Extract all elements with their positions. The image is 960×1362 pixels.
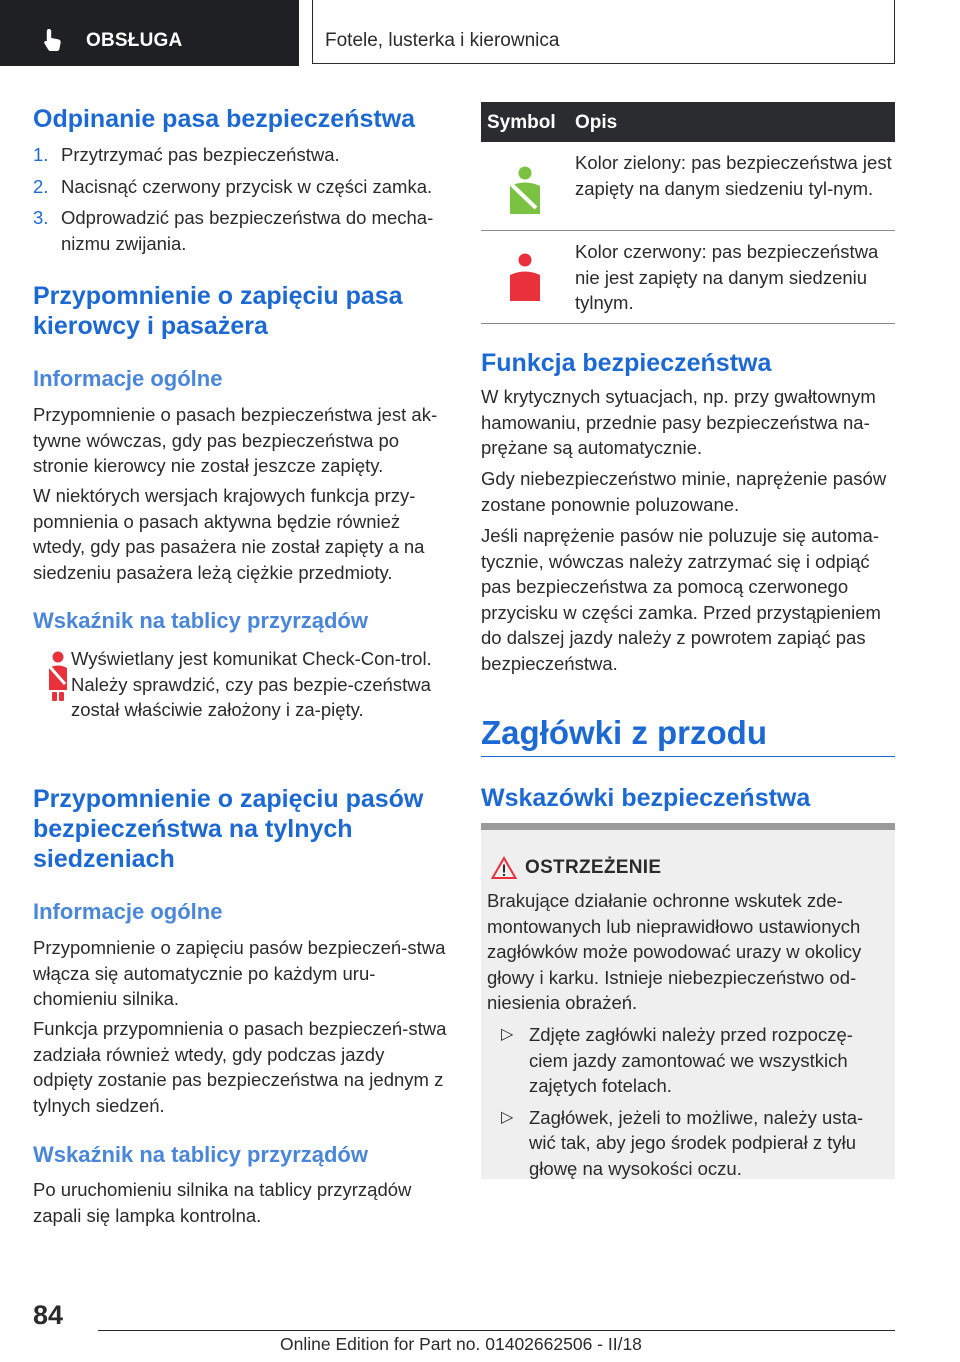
footer-edition: Online Edition for Part no. 01402662506 - II/18 xyxy=(280,1334,642,1354)
paragraph: W niektórych wersjach krajowych funkcja przy-pomnienia o pasach aktywna będzie również wtedy, gdy pas pasażera nie został zapięty a na siedzeniu pasażera leżą ciężkie przedmioty. xyxy=(33,485,425,583)
footer-divider xyxy=(98,1330,895,1331)
table-row xyxy=(481,231,895,324)
col-description: Opis xyxy=(575,112,618,133)
chapter-box xyxy=(312,0,895,64)
section-title: OBSŁUGA xyxy=(86,30,183,51)
list-item: ▷ Zagłówek, jeżeli to możliwe, należy usta-wić tak, aby jego środek podpierał z tyłu głowę na wysokości oczu. xyxy=(501,1106,864,1179)
unbuckle-steps xyxy=(33,142,448,262)
warning-triangle-icon xyxy=(491,856,517,880)
heading-general-info: Informacje ogólne xyxy=(33,899,223,924)
table-header xyxy=(481,102,895,142)
symbol-description: Kolor zielony: pas bezpieczeństwa jest zapięty na danym siedzeniu tyl-nym. xyxy=(575,152,892,199)
heading-rear-reminder: Przypomnienie o zapięciu pasów bezpieczeństwa na tylnych siedzeniach xyxy=(33,785,424,873)
list-item: 2. Nacisnąć czerwony przycisk w części zamka. xyxy=(33,175,433,197)
table-row xyxy=(481,142,895,231)
paragraph: Jeśli naprężenie pasów nie poluzuje się automa-tycznie, wówczas należy zatrzymać się i odpiąć pas bezpieczeństwa za pomocą czerwonego przycisku w części zamka. Przed przystąpieniem do dalszej jazdy należy z powrotem zapiąć pas bezpieczeństwa. xyxy=(481,525,881,674)
heading-front-headrests: Zagłówki z przodu xyxy=(481,712,895,757)
heading-general-info: Informacje ogólne xyxy=(33,366,223,391)
warning-bullets xyxy=(487,1022,889,1187)
heading-safety-function: Funkcja bezpieczeństwa xyxy=(481,349,772,377)
paragraph: W krytycznych sytuacjach, np. przy gwałtownym hamowaniu, przednie pasy bezpieczeństwa na-prężane są automatycznie. xyxy=(481,386,876,458)
heading-unbuckle: Odpinanie pasa bezpieczeństwa xyxy=(33,105,416,133)
heading-driver-reminder: Przypomnienie o zapięciu pasa kierowcy i pasażera xyxy=(33,282,403,340)
paragraph-indicator: Wyświetlany jest komunikat Check-Con-trol. Należy sprawdzić, czy pas bezpie-czeństwa został właściwie założony i za-pięty. xyxy=(71,648,432,720)
chapter-title: Fotele, lusterka i kierownica xyxy=(325,30,560,51)
symbol-description: Kolor czerwony: pas bezpieczeństwa nie jest zapięty na danym siedzeniu tylnym. xyxy=(575,241,879,313)
list-item: 3. Odprowadzić pas bezpieczeństwa do mecha-nizmu zwijania. xyxy=(33,207,434,254)
symbol-table xyxy=(481,102,895,324)
list-item: ▷ Zdjęte zagłówki należy przed rozpoczę-ciem jazdy zamontować we wszystkich zajętych fotelach. xyxy=(501,1024,853,1096)
section-tab xyxy=(0,0,299,66)
warning-text: Brakujące działanie ochronne wskutek zde-montowanych lub nieprawidłowo ustawionych zagłówków może powodować urazy w okolicy głowy i karku. Istnieje niebezpieczeństwo od-niesienia obrażeń. xyxy=(487,890,862,1013)
warning-title: OSTRZEŻENIE xyxy=(525,857,662,878)
col-symbol: Symbol xyxy=(487,112,556,133)
hand-pointer-icon xyxy=(40,27,66,53)
warning-box xyxy=(481,823,895,1179)
paragraph: Gdy niebezpieczeństwo minie, naprężenie pasów zostane ponownie poluzowane. xyxy=(481,468,887,515)
page-header xyxy=(0,0,960,66)
paragraph: Funkcja przypomnienia o pasach bezpieczeń-stwa zadziała również wtedy, gdy podczas jazdy odpięty zostanie pas bezpieczeństwa na jednym z tylnych siedzeń. xyxy=(33,1018,447,1116)
heading-indicator: Wskaźnik na tablicy przyrządów xyxy=(33,1142,368,1167)
heading-indicator: Wskaźnik na tablicy przyrządów xyxy=(33,608,368,633)
seatbelt-fastened-icon xyxy=(506,166,544,214)
paragraph: Po uruchomieniu silnika na tablicy przyrządów zapali się lampka kontrolna. xyxy=(33,1179,412,1226)
seatbelt-unfastened-icon xyxy=(506,253,544,301)
page-number: 84 xyxy=(33,1300,64,1330)
heading-safety-notes: Wskazówki bezpieczeństwa xyxy=(481,784,811,812)
paragraph: Przypomnienie o zapięciu pasów bezpieczeń-stwa włącza się automatycznie po każdym uru-chomieniu silnika. xyxy=(33,937,446,1009)
list-item: 1. Przytrzymać pas bezpieczeństwa. xyxy=(33,144,340,165)
paragraph: Przypomnienie o pasach bezpieczeństwa jest ak-tywne wówczas, gdy pas bezpieczeństwa po stronie kierowcy nie został jeszcze zapięty. xyxy=(33,404,438,476)
